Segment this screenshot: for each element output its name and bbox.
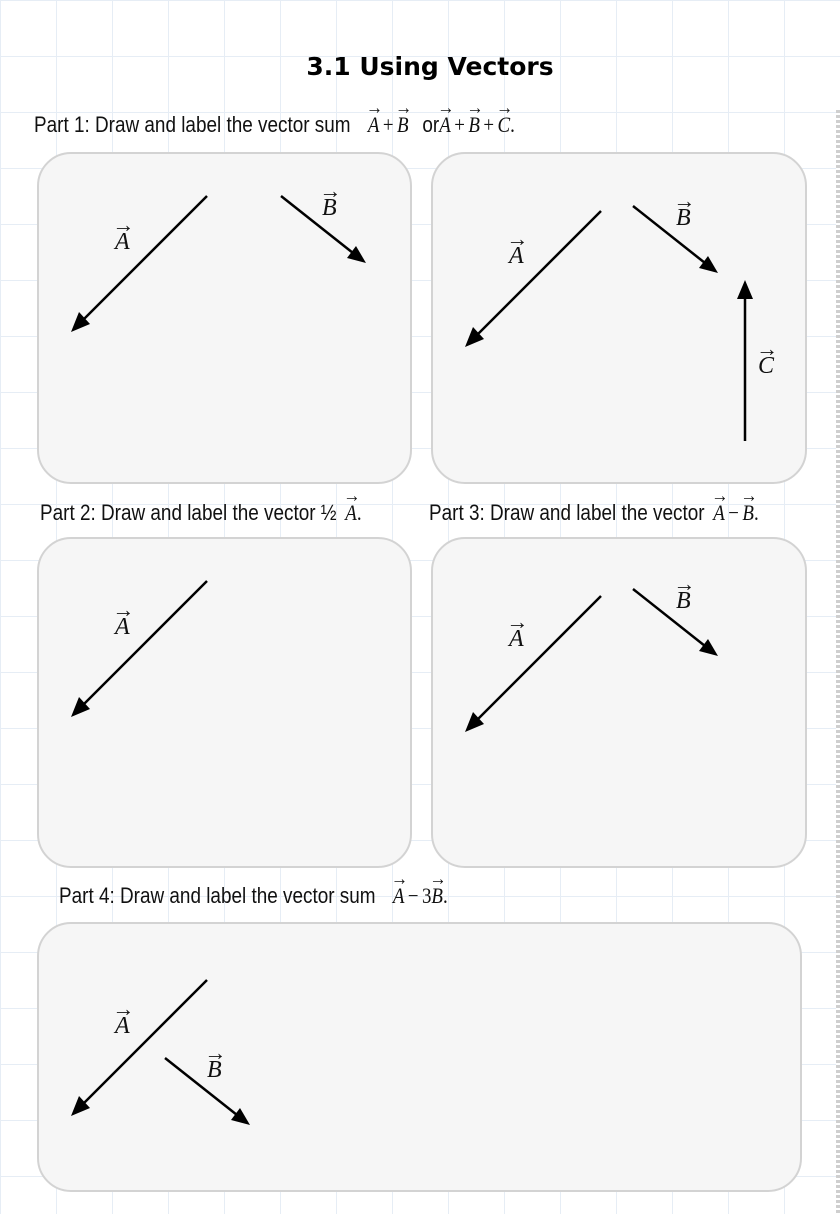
part2-instruction bbox=[40, 500, 362, 526]
part2-drawing-area[interactable] bbox=[37, 537, 412, 868]
vector-a-arrow bbox=[477, 211, 601, 335]
vector-c-label: → C bbox=[758, 354, 774, 378]
vector-b-symbol: → B bbox=[468, 112, 480, 138]
vector-a-label: → A bbox=[509, 244, 524, 268]
vector-a-symbol: → A bbox=[345, 500, 357, 526]
vector-a-label: → A bbox=[115, 1014, 130, 1038]
part4-text: Part 4: Draw and label the vector sum bbox=[59, 883, 376, 908]
minus-sign: − bbox=[728, 500, 739, 525]
vector-b-arrowhead bbox=[347, 246, 366, 263]
part3-instruction bbox=[429, 500, 759, 526]
minus-sign: − bbox=[407, 883, 419, 908]
part1-right-vectors bbox=[433, 154, 805, 482]
vector-a-label: → A bbox=[115, 230, 130, 254]
vector-b-arrow bbox=[281, 196, 353, 253]
part4-drawing-area[interactable] bbox=[37, 922, 802, 1192]
vector-b-symbol: → B bbox=[742, 500, 754, 526]
vector-a-label: → A bbox=[509, 627, 524, 651]
vector-b-arrowhead bbox=[699, 639, 718, 656]
period: . bbox=[443, 883, 448, 908]
vector-b-arrowhead bbox=[231, 1108, 250, 1125]
part2-text: Part 2: Draw and label the vector ½ bbox=[40, 500, 337, 525]
part1-left-vectors bbox=[39, 154, 410, 482]
vector-b-label: → B bbox=[676, 206, 691, 230]
part1-drawing-area-right[interactable] bbox=[431, 152, 807, 484]
vector-a-arrow bbox=[83, 581, 207, 705]
vector-b-symbol: → B bbox=[431, 883, 443, 909]
vector-a-arrow bbox=[477, 596, 601, 720]
period: . bbox=[753, 500, 759, 525]
vector-b-label: → B bbox=[676, 589, 691, 613]
vector-c-symbol: → C bbox=[497, 112, 510, 138]
or-word: or bbox=[422, 112, 440, 137]
vector-a-symbol: → A bbox=[713, 500, 725, 526]
vector-a-symbol: → A bbox=[393, 883, 405, 909]
vector-a-label: → A bbox=[115, 615, 130, 639]
part3-text: Part 3: Draw and label the vector bbox=[429, 500, 705, 525]
part1-text: Part 1: Draw and label the vector sum bbox=[34, 112, 351, 137]
vector-c-arrowhead bbox=[737, 280, 753, 299]
vector-a-symbol: → A bbox=[439, 112, 451, 138]
plus-sign: + bbox=[483, 112, 495, 137]
vector-b-arrow bbox=[633, 589, 705, 646]
period: . bbox=[356, 500, 362, 525]
part1-drawing-area-left[interactable] bbox=[37, 152, 412, 484]
period: . bbox=[510, 112, 515, 137]
plus-sign: + bbox=[454, 112, 465, 137]
vector-a-arrow bbox=[83, 196, 207, 320]
vector-b-symbol: → B bbox=[397, 112, 409, 138]
plus-sign: + bbox=[382, 112, 394, 137]
page-title: 3.1 Using Vectors bbox=[306, 52, 554, 81]
part4-vectors bbox=[39, 924, 800, 1190]
vector-a-arrow bbox=[83, 980, 207, 1104]
vector-b-label: → B bbox=[322, 196, 337, 220]
vector-b-arrowhead bbox=[699, 256, 718, 273]
coefficient: 3 bbox=[421, 883, 432, 908]
part3-drawing-area[interactable] bbox=[431, 537, 807, 868]
vector-a-symbol: → A bbox=[368, 112, 380, 138]
part2-vectors bbox=[39, 539, 410, 866]
page-edge bbox=[836, 110, 840, 1214]
vector-b-arrow bbox=[633, 206, 705, 263]
vector-b-arrow bbox=[165, 1058, 237, 1115]
part1-instruction bbox=[34, 112, 515, 138]
part4-instruction bbox=[59, 883, 448, 909]
vector-b-label: → B bbox=[207, 1058, 222, 1082]
part3-vectors bbox=[433, 539, 805, 866]
